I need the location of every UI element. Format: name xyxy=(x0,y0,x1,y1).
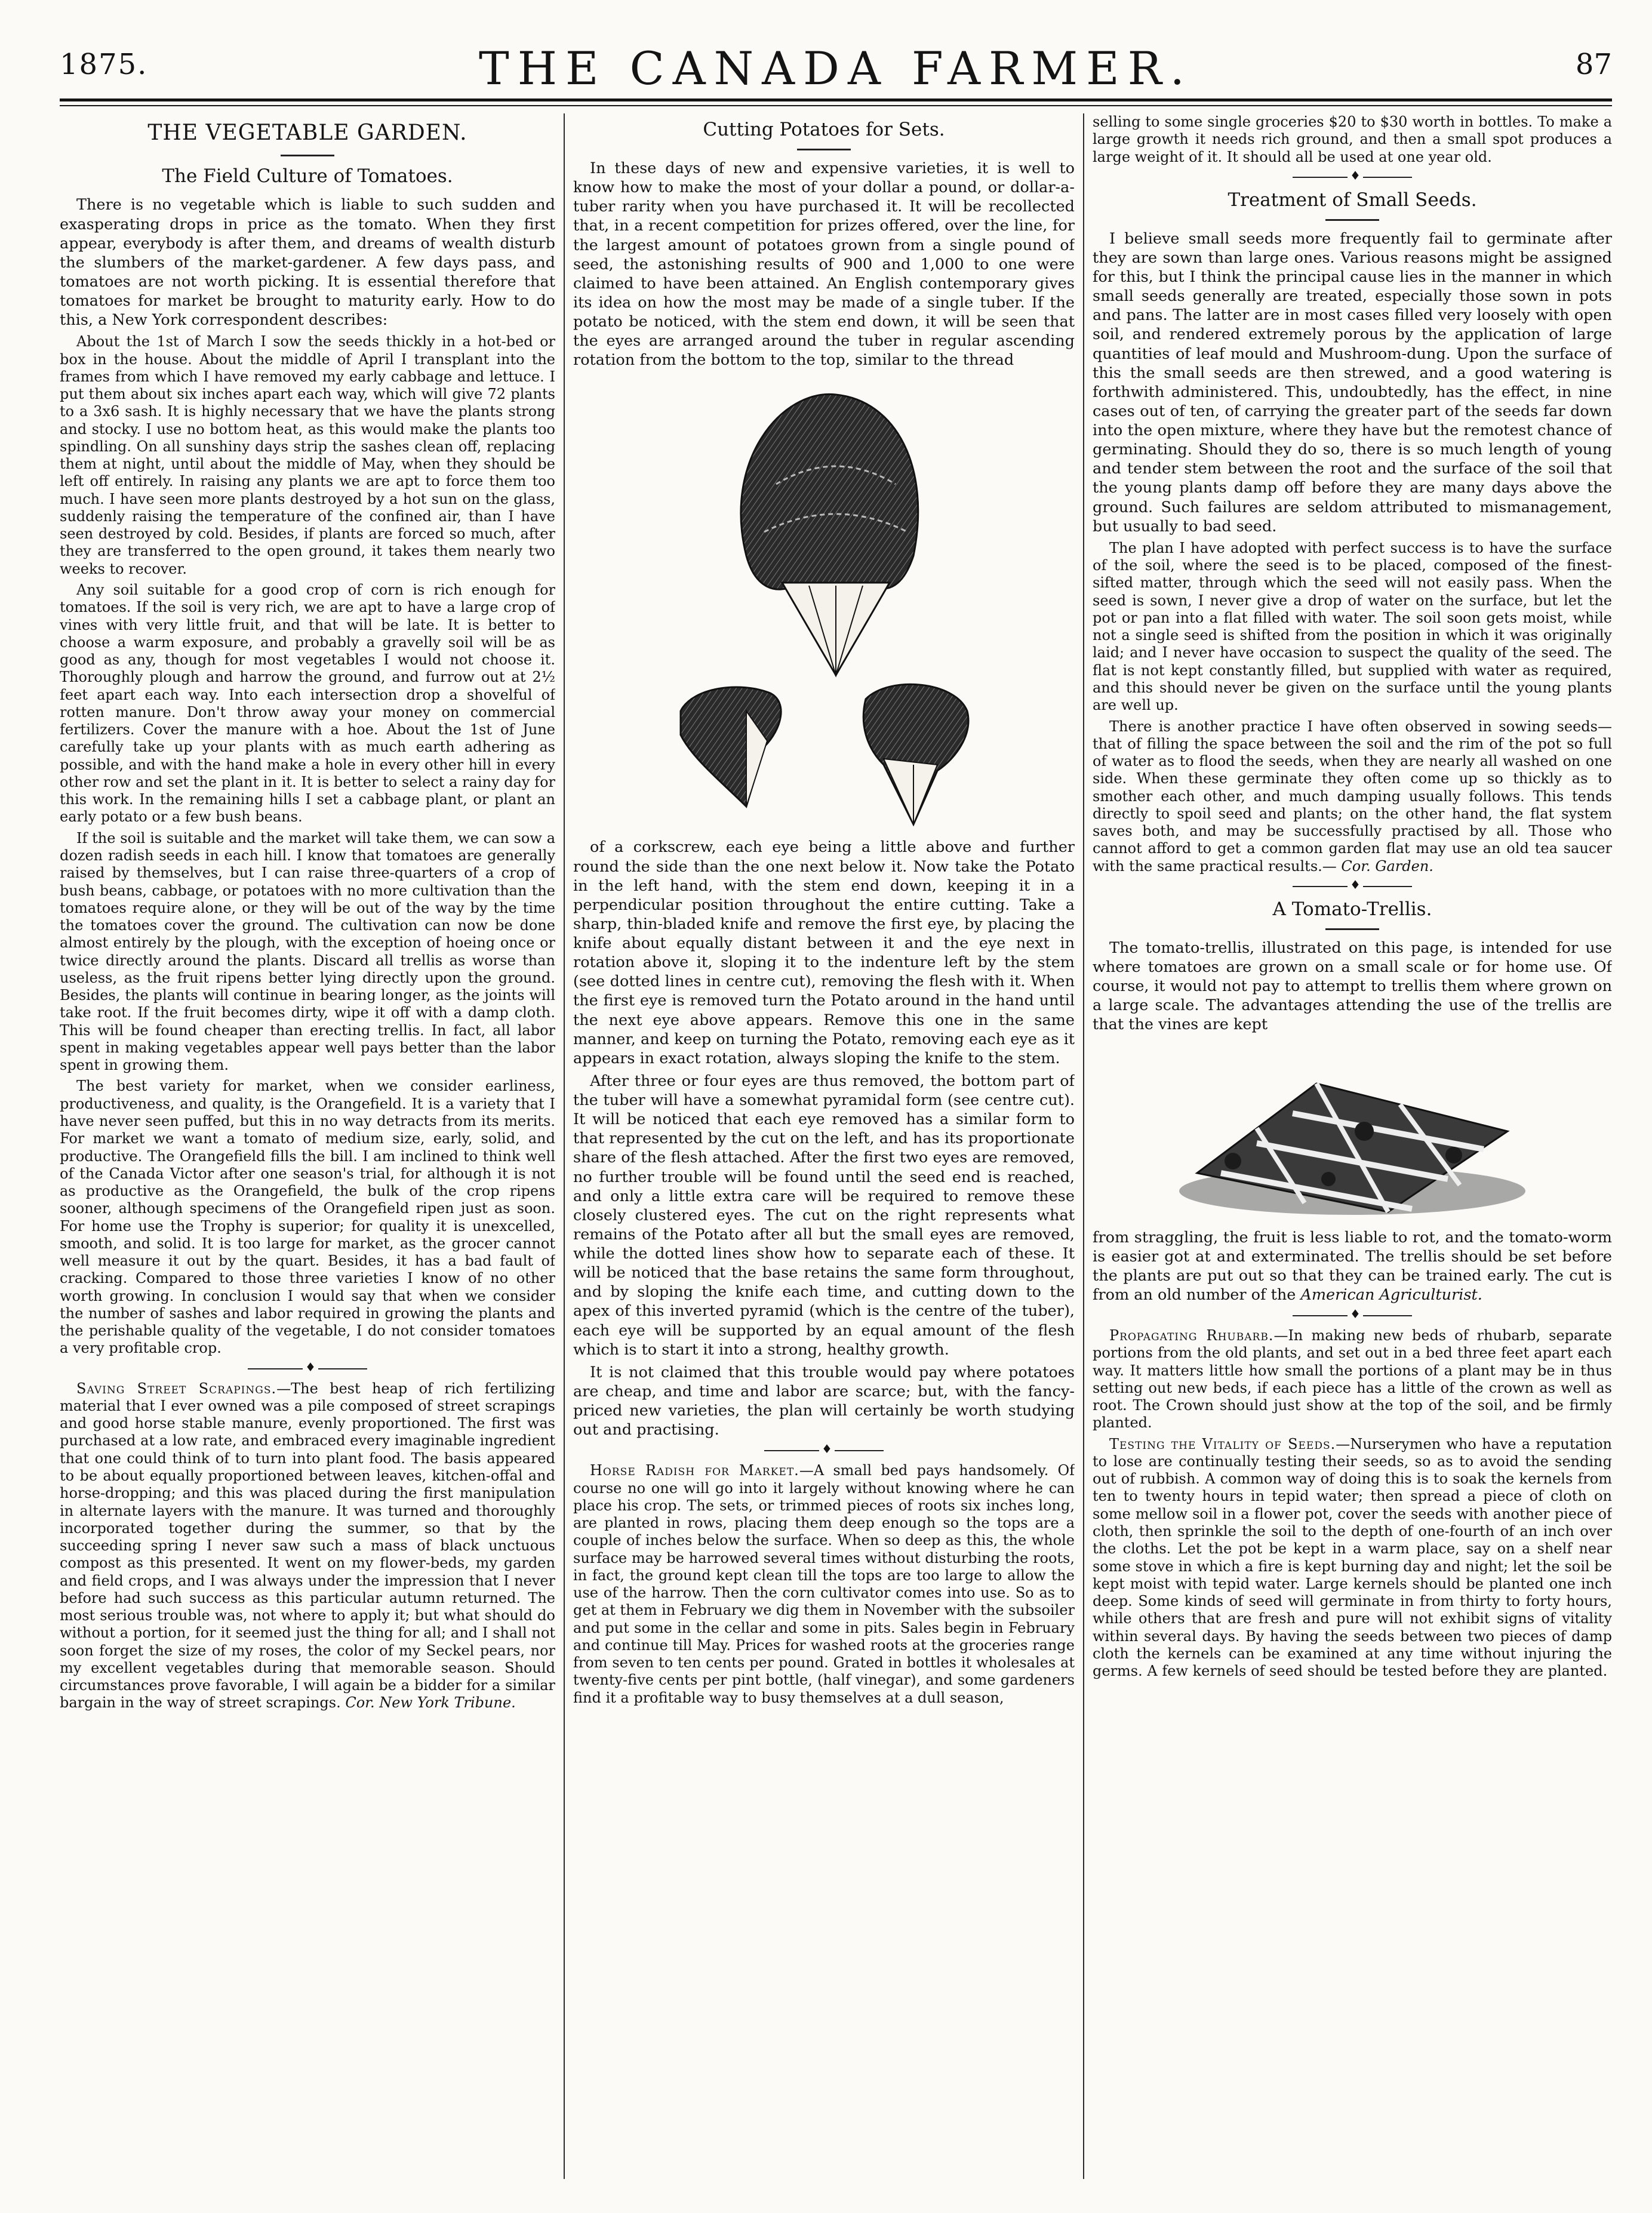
scrapings-paragraph xyxy=(60,1380,555,1712)
article-title-seeds: Treatment of Small Seeds. xyxy=(1228,189,1477,211)
title-rule xyxy=(281,155,334,156)
ornament-rule xyxy=(1293,177,1412,178)
article-paragraph: The plan I have adopted with perfect success is to have the surface of the soil, where the seed is to be placed, composed of the finest-sifted matter, through which the seed will not easily pass. When the seed is sown, I never give a drop of water on the surface, but let the pot or pan into a flat filled with water. The soil soon gets moist, while not a single seed is shifted from the position in which it was originally laid; and I never have occasion to suspect the quality of the seed. The flat is not kept constantly filled, but supplied with water as required, and this should never be given on the surface until the young plants are well up. xyxy=(1093,539,1612,714)
column-right xyxy=(1093,113,1612,2179)
signature: Cor. Garden. xyxy=(1341,857,1433,875)
article-paragraph xyxy=(1093,718,1612,875)
trellis-icon xyxy=(1179,1084,1525,1215)
rhubarb-heading: Propagating Rhubarb. xyxy=(1109,1327,1274,1344)
article-paragraph: I believe small seeds more frequently fail to germinate after they are sown than large ones. Various reasons might be assigned for this, but I think the principal cause lies in the manner in which small seeds generally are treated, especially those sown in pots and pans. The latter are in most cases filled very loosely with open soil, and rendered extremely porous by the application of large quantities of leaf mould and Mushroom-dung. Upon the surface of this the small seeds are then strewed, and a good watering is forthwith administered. This, undoubtedly, has the effect, in nine cases out of ten, of carrying the greater part of the seeds far down into the open mixture, where they have but the remotest chance of germinating. Should they do so, there is so much length of young and tender stem between the root and the surface of the soil that the young plants damp off before they are many days above the ground. Such failures are seldom attributed to mismanagement, but usually to bad seed. xyxy=(1093,229,1612,535)
trellis-text: from straggling, the fruit is less liable to rot, and the tomato-worm is easier got at and exterminated. The trellis should be set before the plants are put out so that they can be trained early. The cut is from an old number of the xyxy=(1093,1228,1612,1304)
column-center xyxy=(573,113,1075,2179)
vitality-paragraph xyxy=(1093,1436,1612,1680)
article-title-trellis: A Tomato-Trellis. xyxy=(1272,898,1432,920)
article-paragraph: If the soil is suitable and the market will take them, we can sow a dozen radish seeds in each hill. I know that tomatoes are generally raised by themselves, but I can raise three-quarters of a crop of bush beans, cabbage, or potatoes with no more cultivation than the tomatoes require alone, or they will be out of the way by the time the tomatoes cover the ground. The cultivation can now be done almost entirely by the plough, with the exception of hoeing once or twice directly around the plants. Discard all trellis as worse than useless, as the fruit ripens better lying directly upon the ground. Besides, the plants will continue in bearing longer, as the joints will take root. If the fruit becomes dirty, wipe it off with a damp cloth. This will be found cheaper than erecting trellis. In fact, all labor spent in making vegetables appear well pays better than the labor spent in growing them. xyxy=(60,829,555,1074)
signature: Cor. New York Tribune. xyxy=(345,1694,516,1712)
column-left xyxy=(60,113,555,2179)
ornament-rule xyxy=(764,1450,884,1451)
trellis-illustration-svg xyxy=(1173,1042,1531,1221)
article-paragraph: In these days of new and expensive varieties, it is well to know how to make the most of your dollar a pound, or dollar-a-tuber rarity when you have purchased it. It will be recollected that, in a recent competition for prizes offered, over the line, for the largest amount of potatoes grown from a single pound of seed, the astonishing results of 900 and 1,000 to one were claimed to have been attained. An English contemporary gives its idea on how the most may be made of a single tuber. If the potato be noticed, with the stem end down, it will be seen that the eyes are arranged around the tuber in regular ascending rotation from the bottom to the top, similar to the thread xyxy=(573,159,1075,370)
seeds-text: There is another practice I have often observed in sowing seeds—that of filling the space between the soil and the rim of the pot so full of water as to flood the seeds, when they are nearly all washed on one side. When these germinate they often come up so thickly as to smother each other, and much damping usually follows. This tends directly to spoil seed and plants; on the other hand, the flat system saves both, and may be successfully practised by all. Those who cannot afford to get a common garden flat may use an old tea saucer with the same practical results.— xyxy=(1093,718,1612,875)
ornament-rule xyxy=(1293,1315,1412,1316)
newspaper-title: THE CANADA FARMER. xyxy=(479,42,1193,95)
article-paragraph: Any soil suitable for a good crop of corn is rich enough for tomatoes. If the soil is very rich, we are apt to have a large crop of vines with very little fruit, and that will be late. It is better to choose a warm exposure, and probably a gravelly soil will be as good as any, though for most vegetables I would not choose it. Thoroughly plough and harrow the ground, and furrow out at 2½ feet apart each way. Into each intersection drop a shovelful of rotten manure. Don't throw away your money on commercial fertilizers. Cover the manure with a hoe. About the 1st of June carefully take up your plants with as much earth adhering as possible, and with the hand make a hole in every other hill in every other row and set the plant in it. It is better to select a rainy day for this work. In the remaining hills I set a cabbage plant, or plant an early potato or a few bush beans. xyxy=(60,581,555,826)
page-number: 87 xyxy=(1575,48,1612,81)
vitality-heading: Testing the Vitality of Seeds. xyxy=(1109,1435,1336,1452)
horse-radish-paragraph xyxy=(573,1462,1075,1707)
right-cut-icon xyxy=(863,685,968,825)
article-paragraph: The best variety for market, when we consider earliness, productiveness, and quality, is the Orangefield. It is a variety that I have never seen puffed, but this in no way detracts from its merits. For market we want a tomato of medium size, early, solid, and productive. The Orangefield fills the bill. I am inclined to think well of the Canada Victor after one season's trial, for although it is not as productive as the Orangefield, the bulk of the crop ripens sooner, although specimens of the Orangefield ripen just as soon. For home use the Trophy is superior; for quality it is unexcelled, smooth, and solid. It is too large for market, as the grocer cannot well measure it out by the quart. Besides, it has a bad fault of cracking. Compared to those three varieties I know of no other worth growing. In conclusion I would say that when we consider the number of sashes and labor required in growing the plants and the perishable quality of the vegetable, I do not consider tomatoes a very profitable crop. xyxy=(60,1078,555,1357)
continued-paragraph: selling to some single groceries $20 to $30 worth in bottles. To make a large growth it needs rich ground, and then a small spot produces a large weight of it. It should all be used at one year old. xyxy=(1093,113,1612,165)
centre-cut-icon xyxy=(741,395,918,676)
article-title-tomatoes: The Field Culture of Tomatoes. xyxy=(162,165,453,187)
article-paragraph: The tomato-trellis, illustrated on this page, is intended for use where tomatoes are grown on a small scale or for home use. Of course, it would not pay to attempt to trellis them where grown on a large scale. The advantages attending the use of the trellis are that the vines are kept xyxy=(1093,938,1612,1034)
horse-radish-heading: Horse Radish for Market. xyxy=(590,1462,799,1479)
issue-year: 1875. xyxy=(60,48,148,81)
rhubarb-paragraph xyxy=(1093,1327,1612,1432)
scrapings-text: —The best heap of rich fertilizing material that I ever owned was a pile composed of street scrapings and good horse stable manure, evenly proportioned. The first was purchased at a low rate, and embraced every imaginable ingredient that one could think of to turn into plant food. The basis appeared to be about equally proportioned between leaves, kitchen-offal and horse-dropping; and this was placed during the first manipulation in alternate layers with the manure. It was turned and thoroughly incorporated together during the summer, so that by the succeeding spring I never saw such a mass of black unctuous compost as this presented. It went on my flower-beds, my garden and field crops, and I was always under the impression that I never before had such success as this particular autumn returned. The most serious trouble was, not where to apply it; but what should do without a portion, for it seemed just the thing for all; and I shall not soon forget the size of my roses, the color of my Seckel pears, nor my excellent vegetables during that memorable season. Should circumstances prove favorable, I will again be a bidder for a similar bargain in the way of street scrapings. xyxy=(60,1380,555,1712)
ornament-rule xyxy=(1293,886,1412,887)
horse-radish-text: —A small bed pays handsomely. Of course no one will go into it largely without knowing where he can place his crop. The sets, or trimmed pieces of roots six inches long, are planted in rows, placing them deep enough so the tops are a couple of inches below the surface. When so deep as this, the whole surface may be harrowed several times without disturbing the roots, in fact, the ground kept clean till the tops are too large to allow the use of the harrow. Then the corn cultivator comes into use. So as to get at them in February we dig them in November with the subsoiler and put some in the cellar and some in pits. Sales begin in February and continue till May. Prices for washed roots at the groceries range from seven to ten cents per pound. Grated in bottles it wholesales at twenty-five cents per pint bottle, (half vinegar), and some gardeners find it a profitable way to busy themselves at a dull season, xyxy=(573,1462,1075,1706)
tomato-trellis-illustration xyxy=(1093,1042,1612,1221)
masthead xyxy=(60,42,1612,96)
article-title-potatoes: Cutting Potatoes for Sets. xyxy=(703,119,945,140)
left-cut-icon xyxy=(681,687,781,807)
rhubarb-text: —In making new beds of rhubarb, separate portions from the old plants, and set out in a bed three feet apart each way. It matters little how small the portions of a plant may be in thus setting out new beds, if each piece has a little of the crown as well as root. The Crown should just show at the top of the soil, and be firmly planted. xyxy=(1093,1327,1612,1432)
article-paragraph: of a corkscrew, each eye being a little above and further round the side than the one next below it. Now take the Potato in the left hand, with the stem end down, keeping it in a perpendicular position throughout the entire cutting. Take a sharp, thin-bladed knife and remove the first eye, by placing the knife about equally distant between it and the eye next in rotation above it, sloping it to the indenture left by the stem (see dotted lines in centre cut), removing the flesh with it. When the first eye is removed turn the Potato around in the hand until the next eye above appears. Remove this one in the same manner, and keep on turning the Potato, removing each eye as it appears in exact rotation, always sloping the knife to the stem. xyxy=(573,838,1075,1067)
column-divider xyxy=(1083,113,1084,2179)
masthead-rule xyxy=(60,99,1612,106)
title-rule xyxy=(797,149,851,150)
article-paragraph: It is not claimed that this trouble would pay where potatoes are cheap, and time and labor are scarce; but, with the fancy-priced new varieties, the plan will certainly be worth studying out and practising. xyxy=(573,1363,1075,1439)
potato-cuttings-illustration xyxy=(573,377,1075,830)
column-divider xyxy=(564,113,565,2179)
article-paragraph: After three or four eyes are thus removed, the bottom part of the tuber will have a somewhat pyramidal form (see centre cut). It will be noticed that each eye removed has a similar form to that represented by the cut on the left, and has its proportionate share of the flesh attached. After the first two eyes are removed, no further trouble will be found until the seed end is reached, and only a little extra care will be required to remove these closely clustered eyes. The cut on the right represents what remains of the Potato after all but the small eyes are removed, while the dotted lines show how to separate each of these. It will be noticed that the base retains the same form throughout, and by sloping the knife each time, and cutting down to the apex of this inverted pyramid (which is the centre of the tuber), each eye will be supported by an equal amount of the flesh which is to start it into a strong, healthy growth. xyxy=(573,1072,1075,1359)
article-paragraph: About the 1st of March I sow the seeds thickly in a hot-bed or box in the house. About the middle of April I transplant into the frames from which I have removed my early cabbage and lettuce. I put them about six inches apart each way, which will give 72 plants to a 3x6 sash. It is highly necessary that we have the plants strong and stocky. I use no bottom heat, as this would make the plants too spindling. On all sunshiny days strip the sashes clean off, replacing them at night, until about the middle of May, when they should be left off entirely. In raising any plants we are apt to force them too much. I have seen more plants destroyed by a hot sun on the glass, suddenly raising the temperature of the confined air, than I have seen destroyed by cold. Besides, if plants are forced so much, after they are transferred to the open ground, it takes them nearly two weeks to recover. xyxy=(60,333,555,577)
title-rule xyxy=(1325,219,1379,221)
article-paragraph: There is no vegetable which is liable to such sudden and exasperating drops in price as the tomato. When they first appear, everybody is after them, and dreams of wealth disturb the slumbers of the market-gardener. A few days pass, and tomatoes are not worth picking. It is essential therefore that tomatoes for market be brought to maturity early. How to do this, a New York correspondent describes: xyxy=(60,196,555,330)
vitality-text: —Nurserymen who have a reputation to lose are continually testing their seeds, so as to avoid the sending out of rubbish. A common way of doing this is to soak the kernels from ten to twenty hours in tepid water; then spread a piece of cloth on some mellow soil in a flower pot, cover the seeds with another piece of cloth, then sprinkle the soil to the depth of one-fourth of an inch over the cloths. Let the pot be kept in a warm place, say on a shelf near some stove in which a fire is kept burning day and night; let the soil be kept moist with tepid water. Large kernels should be planted one inch deep. Some kinds of seed will germinate in from thirty to forty hours, while others that are fresh and pure will not exhibit signs of vitality within several days. By having the seeds between two pieces of damp cloth the kernels can be examined at any time without injuring the germs. A few kernels of seed should be tested before they are planted. xyxy=(1093,1435,1612,1680)
scrapings-heading: Saving Street Scrapings. xyxy=(76,1380,277,1397)
ornament-rule xyxy=(248,1368,367,1369)
source-citation: American Agriculturist. xyxy=(1300,1285,1482,1304)
article-paragraph xyxy=(1093,1228,1612,1305)
title-rule xyxy=(1325,928,1379,930)
section-title: THE VEGETABLE GARDEN. xyxy=(147,121,467,145)
potato-illustration-svg xyxy=(657,377,991,830)
